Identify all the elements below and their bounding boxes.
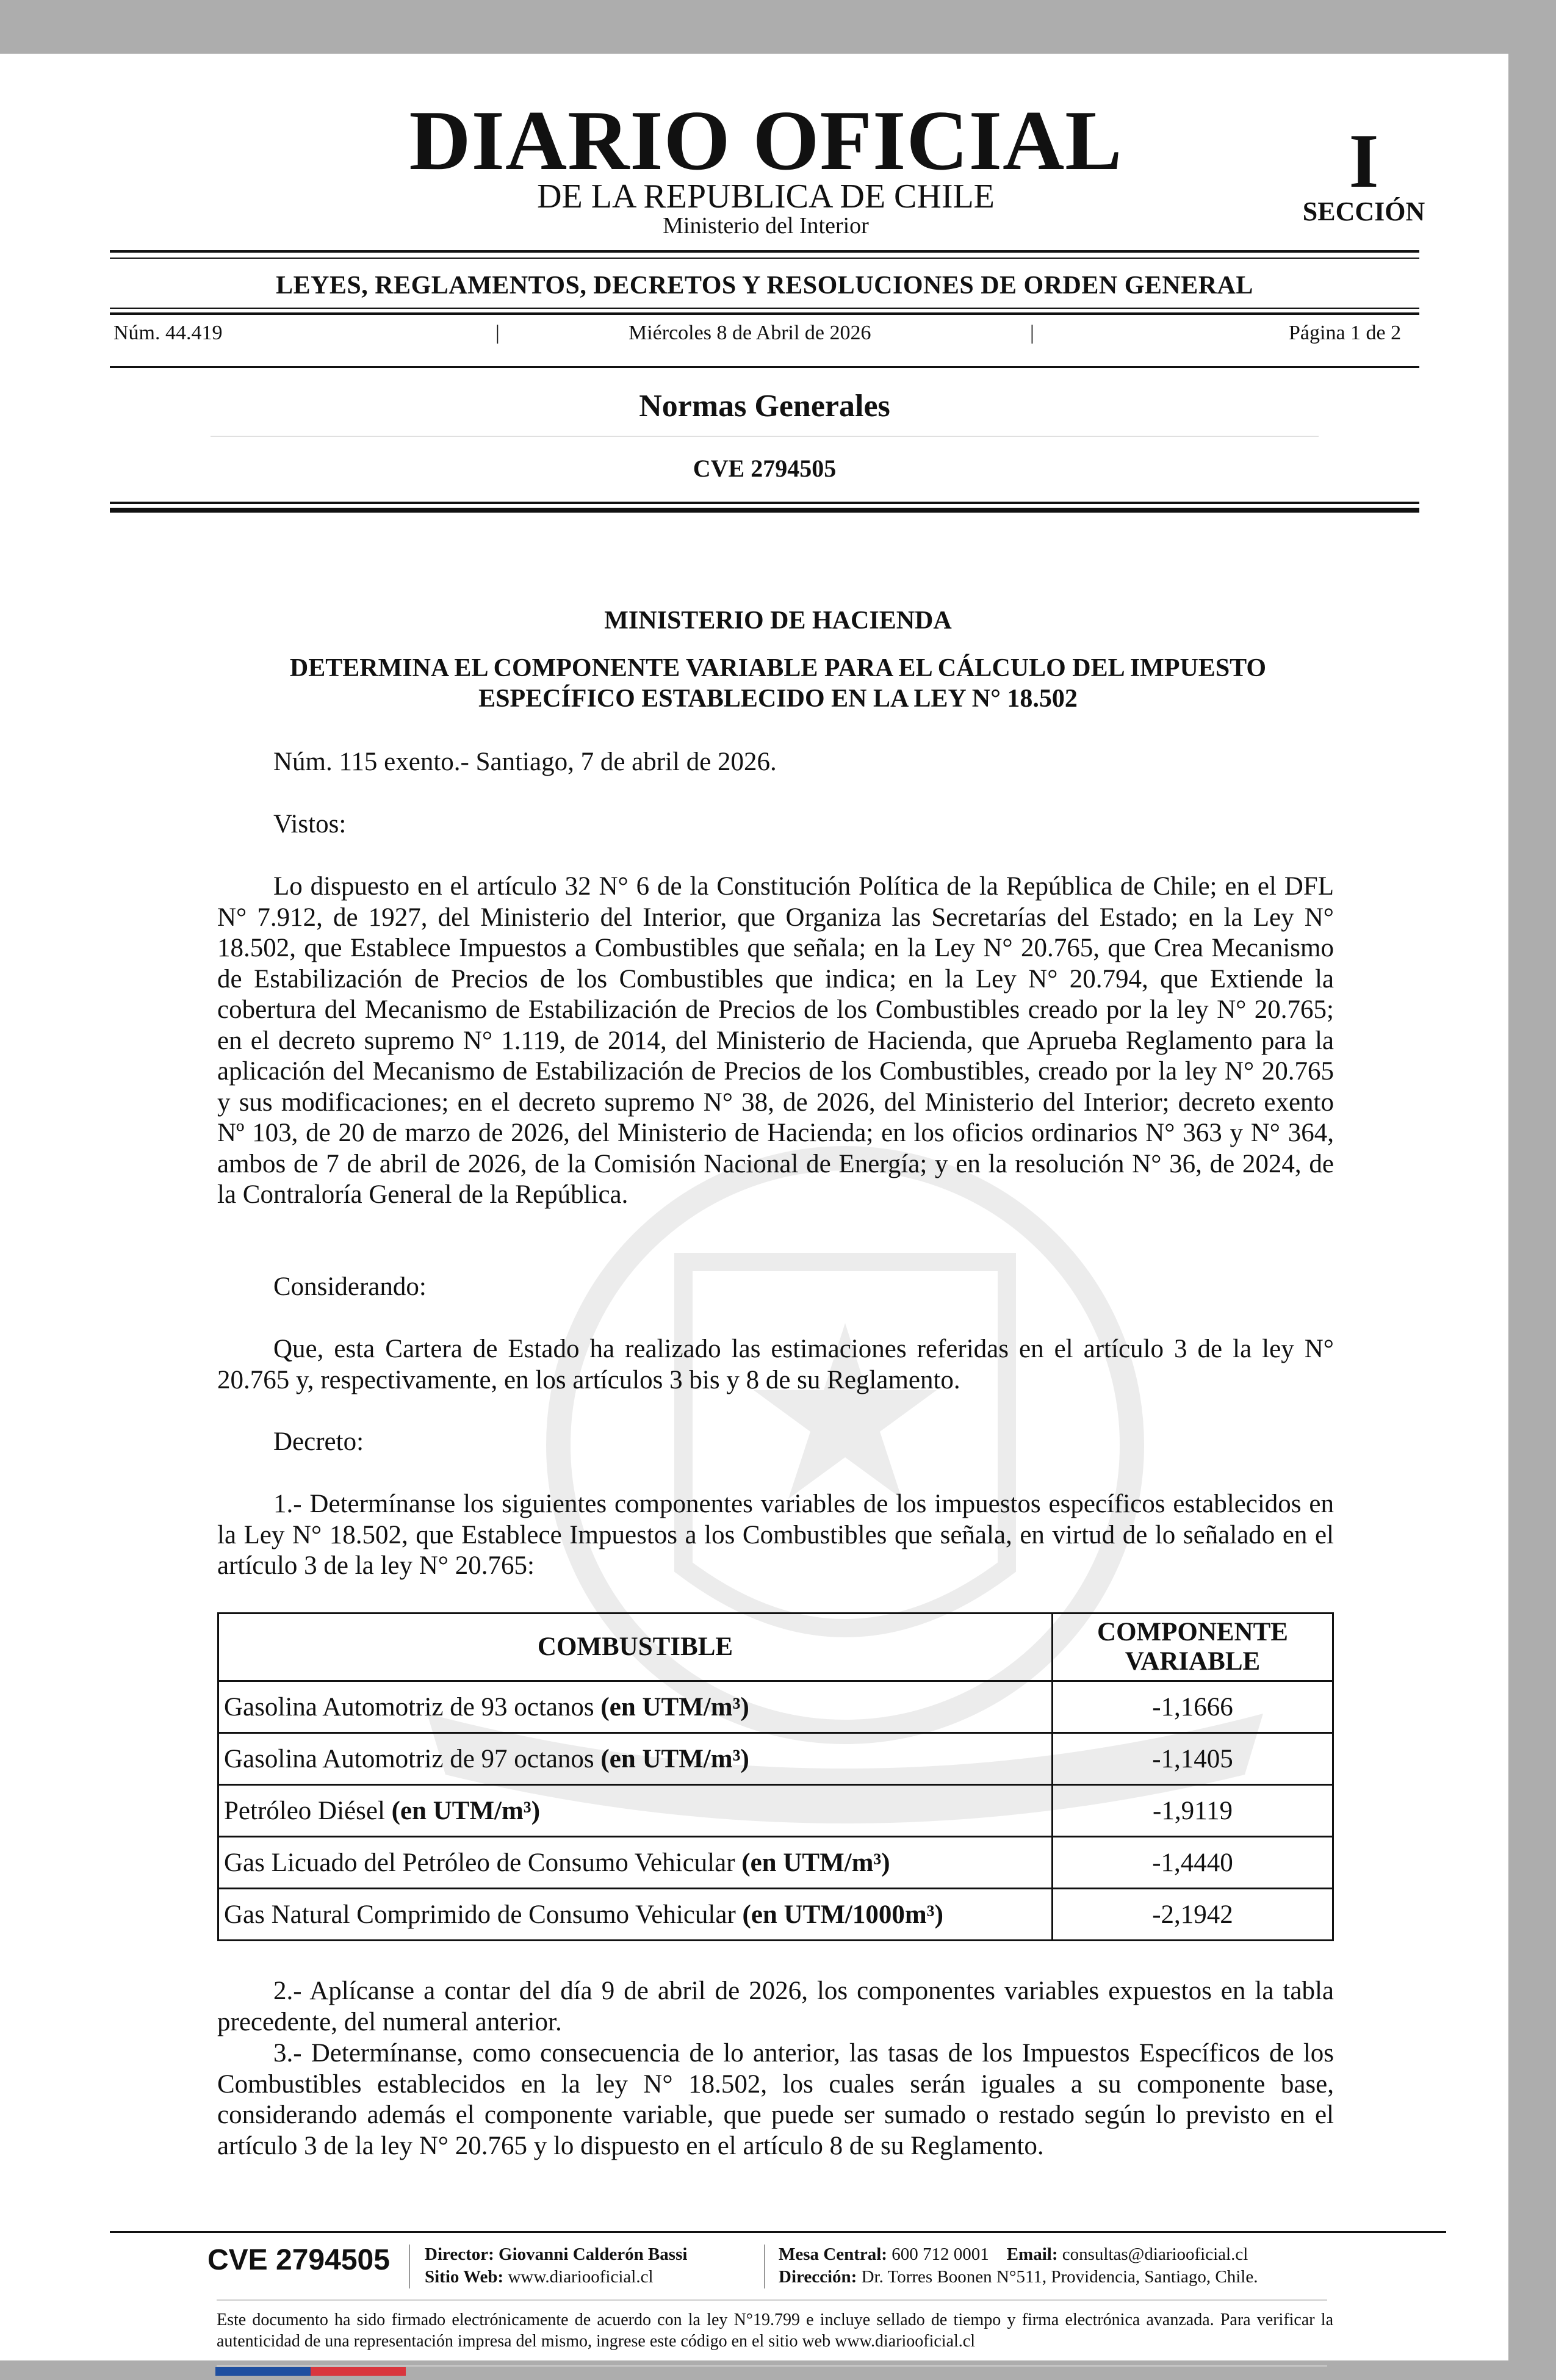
address-text: Dr. Torres Boonen N°511, Providencia, Santiago, Chile. bbox=[861, 2267, 1258, 2287]
fuel-unit: (en UTM/1000m³) bbox=[742, 1900, 943, 1929]
flag-stripe-blue bbox=[215, 2367, 311, 2376]
footer-divider bbox=[764, 2245, 765, 2288]
considerando-label: Considerando: bbox=[273, 1272, 427, 1301]
footer-address bbox=[779, 2266, 1258, 2288]
section-title: Normas Generales bbox=[639, 389, 890, 424]
fuel-cell bbox=[218, 1785, 1053, 1837]
vistos-paragraph: Lo dispuesto en el artículo 32 N° 6 de la Constitución Política de la República de Chile; en el DFL N° 7.912, de 1927, del Ministerio del Interior, que Organiza las Secretarías del Estado; en la Ley N° 18.502, que Establece Impuestos a Combustibles que señala; en la Ley N° 20.765, que Crea Mecanismo de Estabilización de Precios de los Combustibles que indica; en la Ley N° 20.794, que Extiende la cobertura del Mecanismo de Estabilización de Precios de los Combustibles creado por la ley N° 20.765; en el decreto supremo N° 1.119, de 2014, del Ministerio de Hacienda, que Aprueba Reglamento para la aplicación del Mecanismo de Estabilización de Precios de los Combustibles, creado por la ley N° 20.765 y sus modificaciones; en el decreto supremo N° 38, de 2026, del Ministerio del Interior; decreto exento Nº 103, de 20 de marzo de 2026, del Ministerio de Hacienda; en los oficios ordinarios N° 363 y N° 364, ambos de 7 de abril de 2026, de la Comisión Nacional de Energía; y en la resolución N° 36, de 2024, de la Contraloría General de la República. bbox=[217, 872, 1334, 1209]
section-divider bbox=[211, 436, 1319, 437]
header-rule bbox=[110, 366, 1419, 368]
email-link[interactable]: consultas@diariooficial.cl bbox=[1062, 2245, 1248, 2264]
section-label: SECCIÓN bbox=[1302, 197, 1425, 226]
document-page bbox=[0, 54, 1508, 2360]
fuel-name: Gasolina Automotriz de 97 octanos bbox=[224, 1744, 594, 1773]
phone-number: 600 712 0001 bbox=[891, 2245, 989, 2264]
header-fuel: COMBUSTIBLE bbox=[218, 1614, 1053, 1681]
footer-director bbox=[425, 2243, 687, 2266]
director-label: Director: bbox=[425, 2245, 494, 2264]
fuel-unit: (en UTM/m³) bbox=[391, 1796, 541, 1825]
decree-title-line: DETERMINA EL COMPONENTE VARIABLE PARA EL CÁLCULO DEL IMPUESTO bbox=[289, 654, 1267, 682]
value-cell: -1,1666 bbox=[1053, 1681, 1333, 1733]
decree-intro: Núm. 115 exento.- Santiago, 7 de abril de 2026. bbox=[273, 748, 777, 776]
section-number: I bbox=[1349, 119, 1379, 204]
point-1: 1.- Determínanse los siguientes componentes variables de los impuestos específicos establecidos en la Ley N° 18.502, que Establece Impuestos a los Combustibles que señala, en virtud de lo señalado en el artículo 3 de la ley N° 20.765: bbox=[217, 1490, 1334, 1580]
flag-stripe-red bbox=[311, 2367, 406, 2376]
table-row bbox=[218, 1889, 1333, 1941]
cve-code: CVE 2794505 bbox=[693, 455, 837, 482]
considerando-paragraph: Que, esta Cartera de Estado ha realizado las estimaciones referidas en el artículo 3 de la ley N° 20.765 y, respectivamente, en los artículos 3 bis y 8 de su Reglamento. bbox=[217, 1335, 1334, 1394]
point-2: 2.- Aplícanse a contar del día 9 de abril de 2026, los componentes variables expuestos en la tabla precedente, del numeral anterior. bbox=[217, 1977, 1334, 2036]
fuel-unit: (en UTM/m³) bbox=[741, 1848, 890, 1877]
value-cell: -1,1405 bbox=[1053, 1733, 1333, 1785]
fuel-name: Gasolina Automotriz de 93 octanos bbox=[224, 1692, 594, 1722]
decreto-label: Decreto: bbox=[273, 1427, 364, 1456]
fuel-cell bbox=[218, 1681, 1053, 1733]
header-rule bbox=[110, 308, 1419, 309]
issue-date: Miércoles 8 de Abril de 2026 bbox=[629, 322, 871, 344]
footer-cve: CVE 2794505 bbox=[207, 2244, 390, 2276]
masthead-title: DIARIO OFICIAL bbox=[409, 93, 1123, 188]
footer-rule bbox=[110, 2231, 1446, 2233]
table-row bbox=[218, 1785, 1333, 1837]
header-rule bbox=[110, 508, 1419, 513]
header-rule bbox=[110, 258, 1419, 259]
fuel-cell bbox=[218, 1733, 1053, 1785]
masthead-subtitle: DE LA REPUBLICA DE CHILE bbox=[537, 178, 995, 215]
phone-label: Mesa Central: bbox=[779, 2245, 887, 2264]
footer-disclaimer: Este documento ha sido firmado electrónicamente de acuerdo con la ley N°19.799 e incluye sellado de tiempo y firma electrónica avanzada. Para verificar la autenticidad de una representación impresa del mismo, ingrese este código en el sitio web www.diariooficial.cl bbox=[217, 2310, 1333, 2351]
page-indicator: Página 1 de 2 bbox=[1289, 322, 1402, 344]
website-label: Sitio Web: bbox=[425, 2267, 504, 2287]
fuel-cell bbox=[218, 1889, 1053, 1941]
value-cell: -1,4440 bbox=[1053, 1837, 1333, 1889]
footer-website bbox=[425, 2266, 654, 2288]
table-row bbox=[218, 1681, 1333, 1733]
footer-divider bbox=[409, 2245, 410, 2288]
value-cell: -1,9119 bbox=[1053, 1785, 1333, 1837]
fuel-name: Petróleo Diésel bbox=[224, 1796, 385, 1825]
issue-separator: | bbox=[1030, 322, 1034, 344]
masthead-ministry: Ministerio del Interior bbox=[663, 213, 869, 239]
website-link[interactable]: www.diariooficial.cl bbox=[508, 2267, 654, 2287]
header-variable-component bbox=[1053, 1614, 1333, 1681]
header-rule bbox=[110, 312, 1419, 315]
vistos-label: Vistos: bbox=[273, 810, 347, 838]
decree-title bbox=[183, 653, 1373, 714]
decree-title-line: ESPECÍFICO ESTABLECIDO EN LA LEY N° 18.502 bbox=[478, 685, 1078, 713]
fuel-cell bbox=[218, 1837, 1053, 1889]
fuel-name: Gas Natural Comprimido de Consumo Vehicular bbox=[224, 1900, 736, 1929]
address-label: Dirección: bbox=[779, 2267, 857, 2287]
header-line: COMPONENTE bbox=[1097, 1618, 1288, 1646]
footer-contact bbox=[779, 2243, 1248, 2266]
footer-divider-line bbox=[217, 2365, 1327, 2367]
table-row bbox=[218, 1837, 1333, 1889]
issue-number: Núm. 44.419 bbox=[113, 322, 223, 344]
fuel-table bbox=[217, 1612, 1334, 1941]
fuel-name: Gas Licuado del Petróleo de Consumo Vehicular bbox=[224, 1848, 735, 1877]
value-cell: -2,1942 bbox=[1053, 1889, 1333, 1941]
table-header-row bbox=[218, 1614, 1333, 1681]
point-3: 3.- Determínanse, como consecuencia de lo anterior, las tasas de los Impuestos Específicos de los Combustibles establecidos en la ley N° 18.502, los cuales serán iguales a su componente base, considerando además el componente variable, que puede ser sumado o restado según lo previsto en el artículo 3 de la ley N° 20.765 y lo dispuesto en el artículo 8 de su Reglamento. bbox=[217, 2039, 1334, 2160]
header-line: VARIABLE bbox=[1125, 1647, 1261, 1676]
ministry-heading: MINISTERIO DE HACIENDA bbox=[604, 607, 952, 635]
gazette-line: LEYES, REGLAMENTOS, DECRETOS Y RESOLUCIONES DE ORDEN GENERAL bbox=[276, 272, 1253, 300]
fuel-unit: (en UTM/m³) bbox=[600, 1744, 749, 1773]
email-label: Email: bbox=[1006, 2245, 1058, 2264]
footer-divider-line bbox=[217, 2299, 1327, 2301]
issue-separator: | bbox=[495, 322, 500, 344]
table-row bbox=[218, 1733, 1333, 1785]
header-rule bbox=[110, 502, 1419, 504]
fuel-unit: (en UTM/m³) bbox=[600, 1692, 749, 1722]
header-rule bbox=[110, 250, 1419, 253]
director-name: Giovanni Calderón Bassi bbox=[499, 2245, 688, 2264]
